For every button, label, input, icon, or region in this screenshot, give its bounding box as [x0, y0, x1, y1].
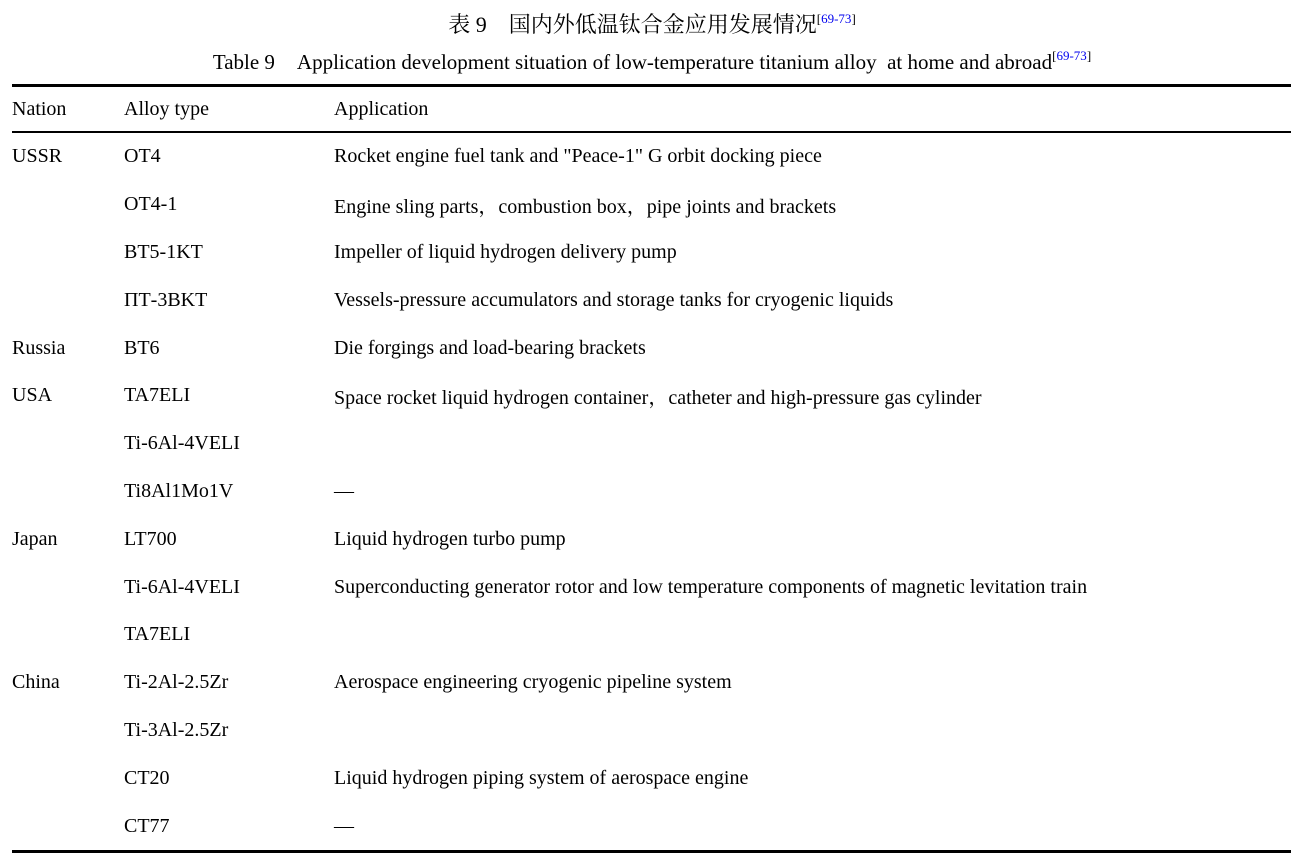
- table-row: [12, 754, 1291, 802]
- citation-bracket-open: [: [1052, 48, 1057, 63]
- application-cell: Engine sling parts，combustion box，pipe joints and brackets: [334, 196, 837, 219]
- application-cell: Liquid hydrogen turbo pump: [334, 527, 566, 550]
- table-row: [12, 563, 1291, 611]
- alloy-cell: TA7ELI: [124, 384, 191, 407]
- alloy-cell: Ti-6Al-4VELI: [124, 432, 240, 455]
- application-cell: Die forgings and load-bearing brackets: [334, 336, 646, 359]
- table-row: [12, 611, 1291, 659]
- nation-cell: USSR: [12, 145, 63, 168]
- application-cell: Rocket engine fuel tank and "Peace-1" G orbit docking piece: [334, 145, 822, 168]
- column-header-nation: Nation: [12, 97, 67, 120]
- citation-bracket-close: ]: [851, 11, 856, 26]
- table-row: [12, 468, 1291, 516]
- nation-cell: Japan: [12, 527, 58, 550]
- citation-bracket-close: ]: [1086, 48, 1092, 63]
- citation-superscript-en: [1052, 48, 1091, 63]
- table-row: [12, 659, 1291, 707]
- alloy-cell: OT4: [124, 145, 161, 168]
- table-row: [12, 420, 1291, 468]
- citation-bracket-open: [: [816, 11, 822, 26]
- application-cell: Impeller of liquid hydrogen delivery pump: [334, 240, 677, 263]
- table-row: [12, 133, 1291, 181]
- table-caption-chinese: [0, 8, 1304, 45]
- alloy-cell: CT20: [124, 766, 170, 789]
- application-cell: Vessels-pressure accumulators and storage tanks for cryogenic liquids: [334, 288, 894, 311]
- application-cell: Liquid hydrogen piping system of aerospace engine: [334, 766, 749, 789]
- citation-numbers: 69-73: [821, 11, 852, 26]
- alloy-cell: Ti-3Al-2.5Zr: [124, 718, 229, 741]
- citation-numbers: 69-73: [1056, 48, 1087, 63]
- application-cell: Aerospace engineering cryogenic pipeline system: [334, 671, 732, 694]
- table-header-row: [12, 87, 1291, 133]
- application-cell: —: [334, 814, 354, 837]
- table-row: [12, 276, 1291, 324]
- alloy-cell: Ti8Al1Mo1V: [124, 479, 234, 502]
- table-row: [12, 324, 1291, 372]
- alloy-cell: Ti-6Al-4VELI: [124, 575, 240, 598]
- application-cell: Space rocket liquid hydrogen container，catheter and high-pressure gas cylinder: [334, 387, 982, 410]
- table-caption-english: [0, 45, 1304, 82]
- table-row: [12, 229, 1291, 277]
- nation-cell: China: [12, 671, 60, 694]
- alloy-cell: BT5-1KT: [124, 240, 203, 263]
- table-row: [12, 707, 1291, 755]
- table-row: [12, 515, 1291, 563]
- alloy-cell: CT77: [124, 814, 170, 837]
- table-row: [12, 802, 1291, 850]
- nation-cell: USA: [12, 384, 53, 407]
- nation-cell: Russia: [12, 336, 66, 359]
- table-number-en: Table 9: [212, 50, 275, 74]
- alloy-cell: BT6: [124, 336, 160, 359]
- alloy-cell: ПТ-3BKT: [124, 288, 208, 311]
- data-table: [12, 84, 1291, 853]
- alloy-cell: TA7ELI: [124, 623, 191, 646]
- table-number-zh: 表 9: [448, 12, 487, 37]
- table-row: [12, 181, 1291, 229]
- application-cell: Superconducting generator rotor and low temperature components of magnetic levitation train: [334, 575, 1088, 598]
- table-row: [12, 372, 1291, 420]
- table-title-zh: 国内外低温钛合金应用发展情况: [508, 12, 817, 37]
- table-title-en: Application development situation of low-temperature titanium alloy at home and abroad: [296, 50, 1053, 74]
- alloy-cell: Ti-2Al-2.5Zr: [124, 671, 229, 694]
- column-header-application: Application: [334, 97, 429, 120]
- alloy-cell: LT700: [124, 527, 177, 550]
- column-header-alloy-type: Alloy type: [124, 97, 209, 120]
- alloy-cell: OT4-1: [124, 193, 178, 216]
- application-cell: —: [334, 479, 354, 502]
- citation-superscript-zh: [817, 11, 856, 26]
